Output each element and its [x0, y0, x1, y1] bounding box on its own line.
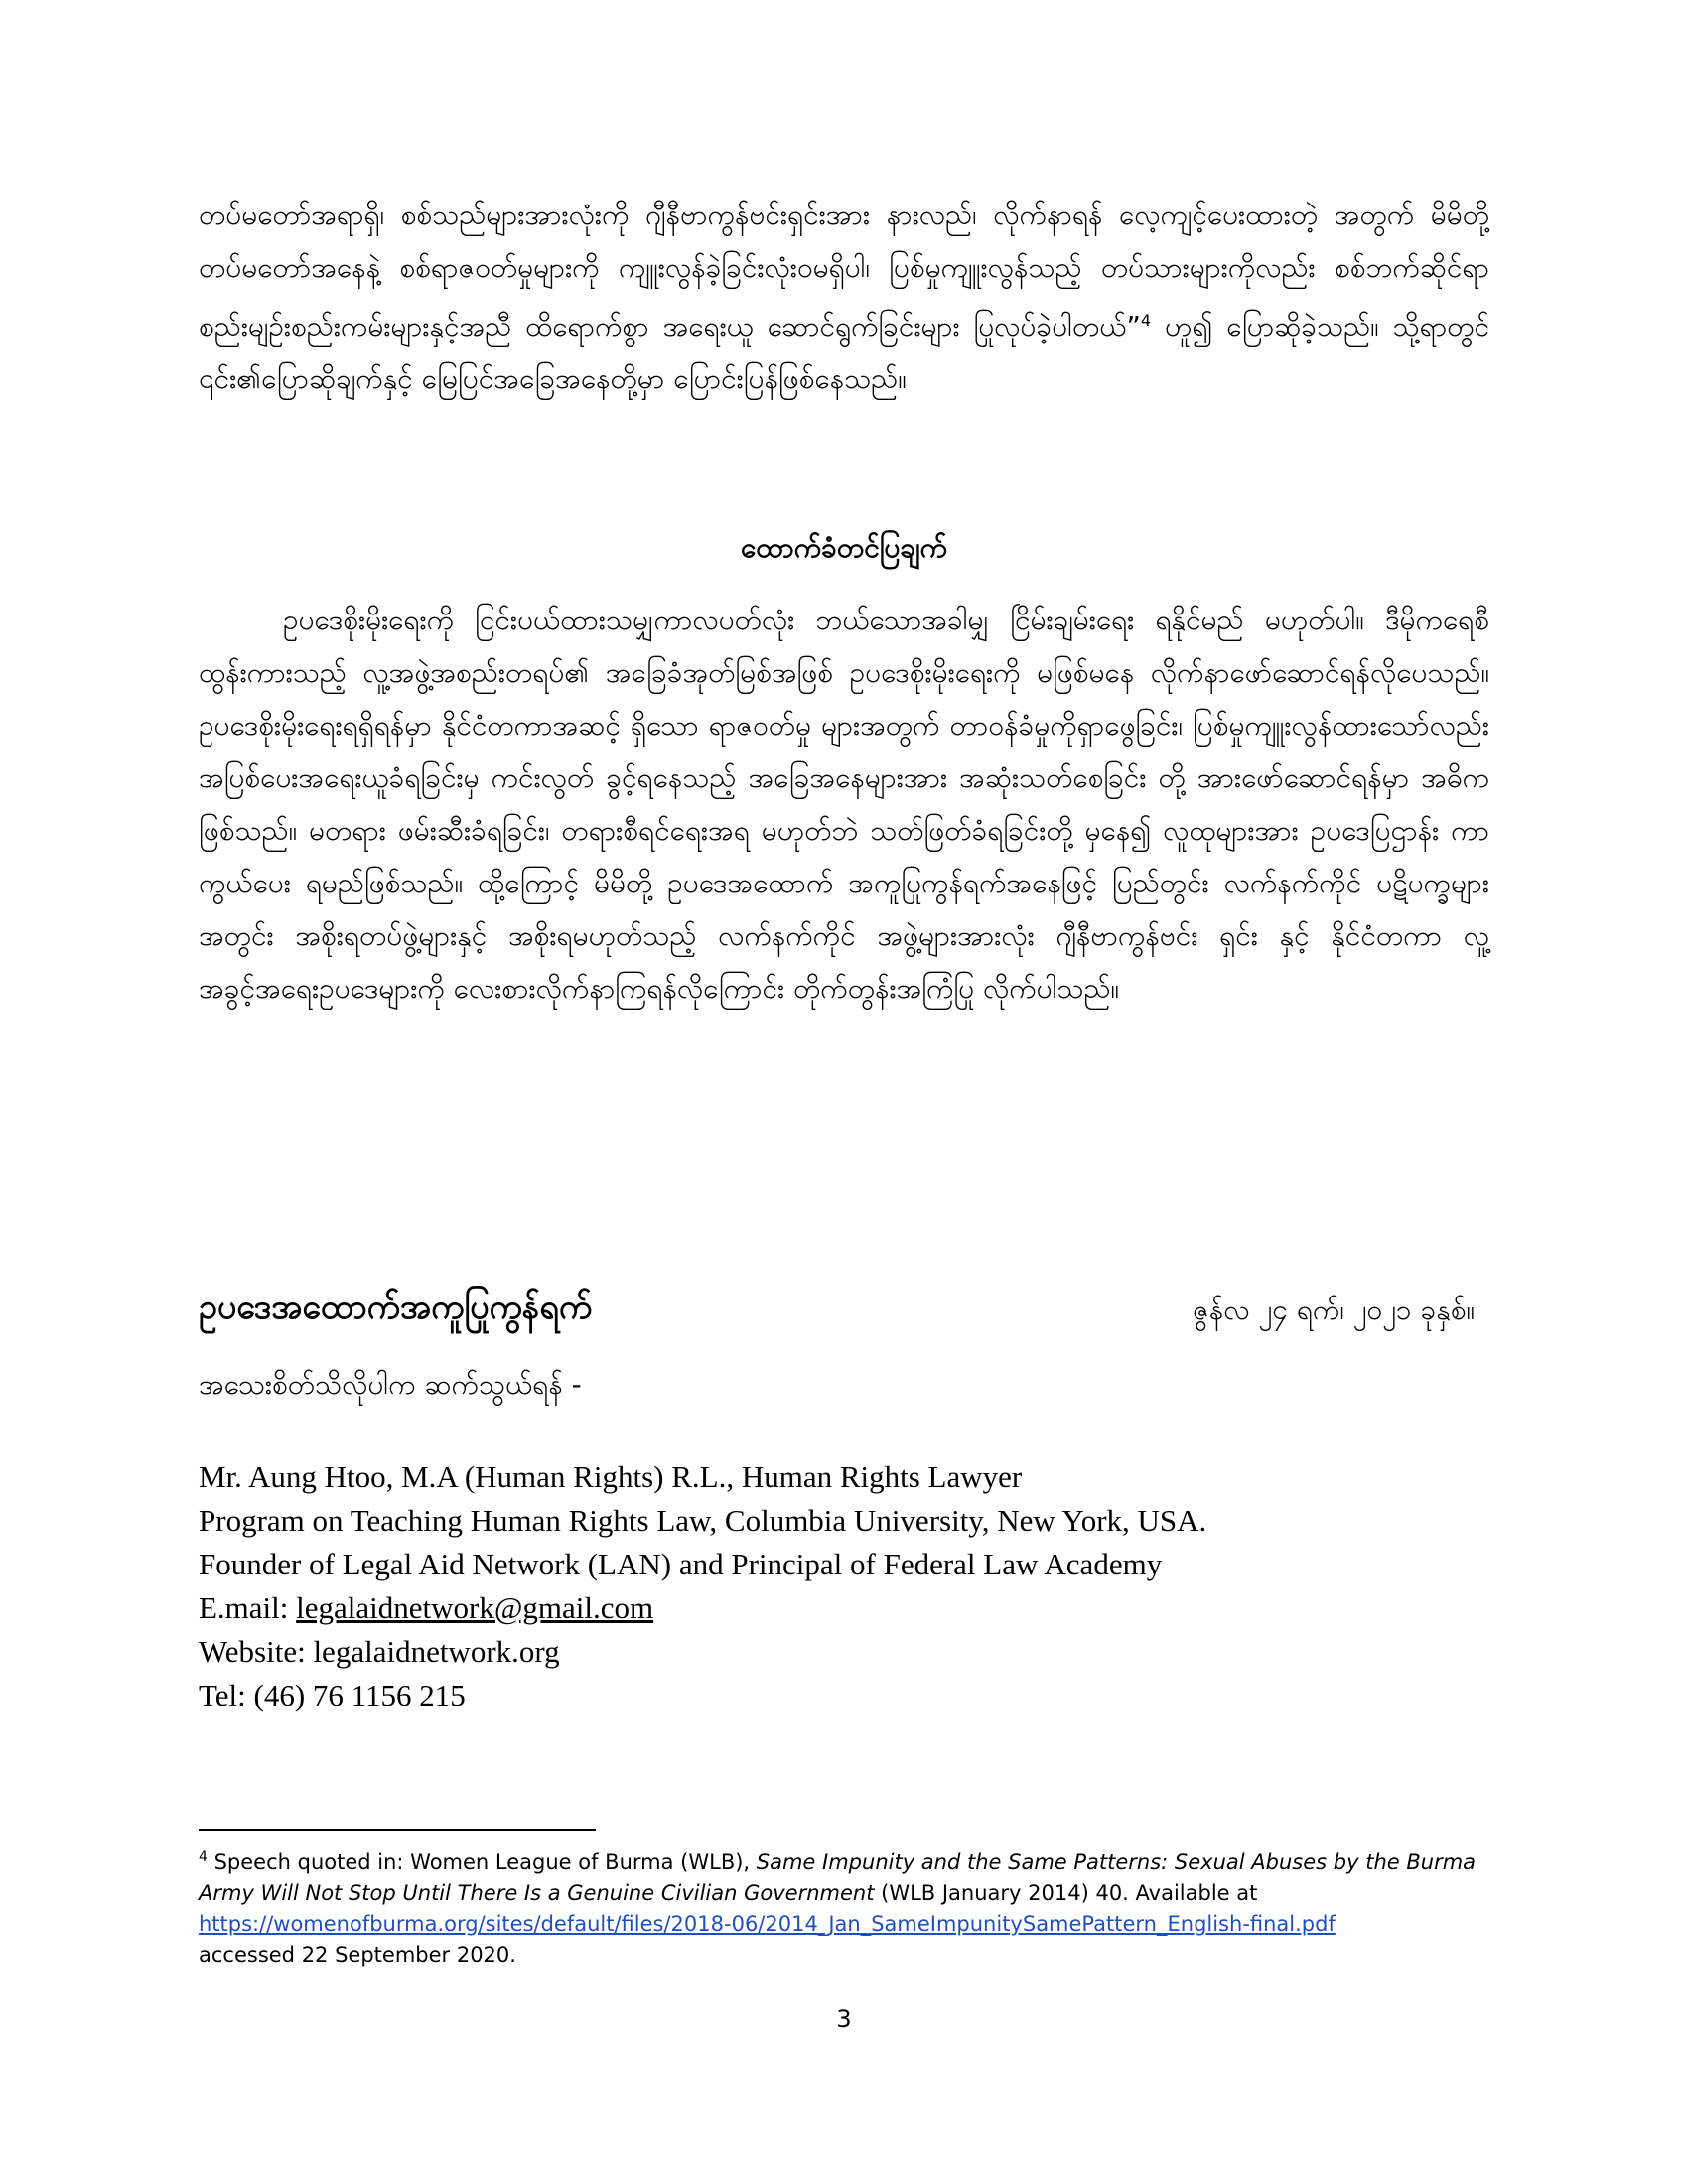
contact-intro: အသေးစိတ်သိလိုပါက ဆက်သွယ်ရန် - — [199, 1368, 582, 1401]
paragraph-1-text-after: ဟူ၍ ပြောဆိုခဲ့သည်။ သို့ရာတွင် ၎င်း၏ပြောဆိုချက်နှင့် မြေပြင်အခြေအနေတို့မှာ ပြောင်းပြန်ဖြစ်နေသည်။ — [199, 310, 1489, 395]
body-paragraph-2: ဥပဒေစိုးမိုးရေးကို ငြင်းပယ်ထားသမျှကာလပတ်လုံး ဘယ်သောအခါမျှ ငြိမ်းချမ်းရေး ရနိုင်မည် မဟုတ်ပါ။ ဒီမိုကရေစီထွန်းကားသည့် လူ့အဖွဲ့အစည်းတရပ်၏ အခြေခံအုတ်မြစ်အဖြစ် ဥပဒေစိုးမိုးရေးကို မဖြစ်မနေ လိုက်နာဖော်ဆောင်ရန်လိုပေသည်။ ဥပဒေစိုးမိုးရေးရရှိရန်မှာ နိုင်ငံတကာအဆင့် ရှိသော ရာဇဝတ်မှု များအတွက် တာဝန်ခံမှုကိုရှာဖွေခြင်း၊ ပြစ်မှုကျူးလွန်ထားသော်လည်း အပြစ်ပေးအရေးယူခံရခြင်းမှ ကင်းလွတ် ခွင့်ရနေသည့် အခြေအနေများအား အဆုံးသတ်စေခြင်း တို့ အားဖော်ဆောင်ရန်မှာ အဓိက ဖြစ်သည်။ မတရား ဖမ်းဆီးခံရခြင်း၊ တရားစီရင်ရေးအရ မဟုတ်ဘဲ သတ်ဖြတ်ခံရခြင်းတို့ မှနေ၍ လူထုများအား ဥပဒေပြဌာန်း ကာကွယ်ပေး ရမည်ဖြစ်သည်။ ထို့ကြောင့် မိမိတို့ ဥပဒေအထောက် အကူပြုကွန်ရက်အနေဖြင့် ပြည်တွင်း လက်နက်ကိုင် ပဋိပက္ခများအတွင်း အစိုးရတပ်ဖွဲ့များနှင့် အစိုးရမဟုတ်သည့် လက်နက်ကိုင် အဖွဲ့များအားလုံး ဂျီနီဗာကွန်ဗင်း ရှင်း နှင့် နိုင်ငံတကာ လူ့အခွင့်အရေးဥပဒေများကို လေးစားလိုက်နာကြရန်လိုကြောင်း တိုက်တွန်းအကြံပြု လိုက်ပါသည်။ — [199, 604, 1489, 1005]
organization-name: ဥပဒေအထောက်အကူပြုကွန်ရက် — [199, 1288, 593, 1327]
footnote-lead: Speech quoted in: Women League of Burma (WLB), — [207, 1850, 757, 1874]
footnote-accessed: accessed 22 September 2020. — [199, 1943, 516, 1967]
paragraph-1-text: တပ်မတော်အရာရှိ၊ စစ်သည်များအားလုံးကို ဂျီနီဗာကွန်ဗင်းရှင်းအား နားလည်၊ လိုက်နာရန် လေ့ကျင့်ပေးထားတဲ့ အတွက် မိမိတို့ တပ်မတော်အနေနဲ့ စစ်ရာဇဝတ်မှုများကို ကျူးလွန်ခဲ့ခြင်းလုံးဝမရှိပါ၊ ပြစ်မှုကျူးလွန်သည့် တပ်သားများကိုလည်း စစ်ဘက်ဆိုင်ရာ စည်းမျဉ်းစည်းကမ်းများနှင့်အညီ ထိရောက်စွာ အရေးယူ ဆောင်ရွက်ခြင်းများ ပြုလုပ်ခဲ့ပါတယ်” — [199, 199, 1489, 342]
contact-program-line: Program on Teaching Human Rights Law, Columbia University, New York, USA. — [199, 1503, 1207, 1538]
footnote-reference[interactable]: 4 — [1140, 311, 1152, 330]
contact-website-line: Website: legalaidnetwork.org — [199, 1634, 560, 1669]
footnote — [199, 1843, 1509, 1971]
body-paragraph-1 — [199, 189, 1489, 405]
email-link[interactable]: legalaidnetwork@gmail.com — [296, 1590, 654, 1625]
section-heading: ထောက်ခံတင်ပြချက် — [741, 531, 947, 564]
footnote-url-link[interactable]: https://womenofburma.org/sites/default/files/2018-06/2014_Jan_SameImpunitySamePattern_English-final.pdf — [199, 1912, 1336, 1936]
contact-tel-line: Tel: (46) 76 1156 215 — [199, 1678, 466, 1712]
footnote-number: 4 — [199, 1849, 208, 1865]
document-date: ဇွန်လ ၂၄ ရက်၊ ၂၀၂၁ ခုနှစ်။ — [1193, 1294, 1475, 1326]
footnote-after-title: (WLB January 2014) 40. Available at — [874, 1881, 1258, 1905]
contact-email-line — [199, 1586, 1206, 1630]
email-label: E.mail: — [199, 1590, 297, 1625]
contact-block — [199, 1455, 1206, 1717]
footnote-title: Same Impunity and the Same Patterns: Sexual Abuses by the Burma Army Will Not Stop Until There Is a Genuine Civilian Government — [199, 1850, 1477, 1905]
contact-founder-line: Founder of Legal Aid Network (LAN) and Principal of Federal Law Academy — [199, 1547, 1163, 1581]
page-number: 3 — [836, 2005, 852, 2033]
footnote-divider — [199, 1829, 596, 1831]
contact-name-line: Mr. Aung Htoo, M.A (Human Rights) R.L., Human Rights Lawyer — [199, 1459, 1023, 1494]
